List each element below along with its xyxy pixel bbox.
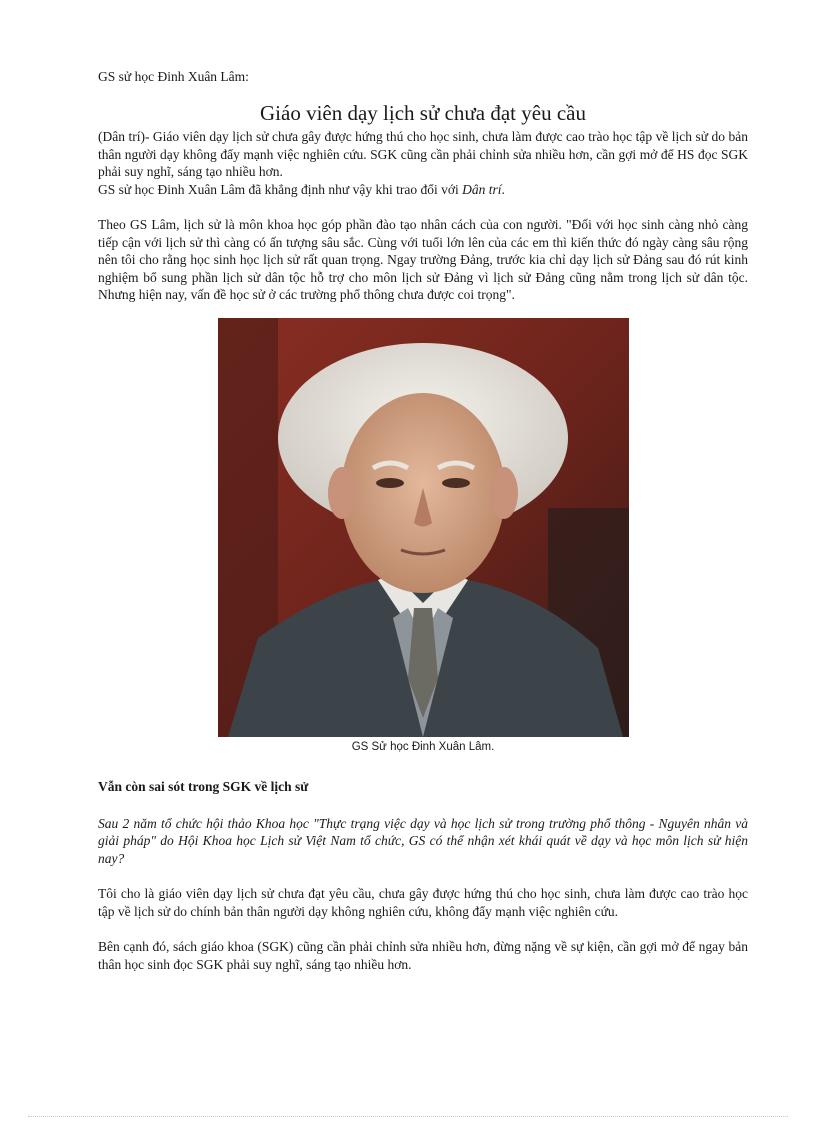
page-bottom-rule [28,1116,788,1117]
byline: GS sử học Đinh Xuân Lâm: [98,69,249,84]
portrait-photo [218,318,629,737]
interview-question: Sau 2 năm tổ chức hội thảo Khoa học "Thực trạng việc dạy và học lịch sử trong trường phổ thông - Nguyên nhân và giải pháp" do Hội Khoa học Lịch sử Việt Nam tổ chức, GS có thể nhận xét khái quát về dạy và học môn lịch sử hiện nay? [98,815,748,866]
photo-figure [218,318,629,753]
attribution-prefix: GS sử học Đinh Xuân Lâm đã khẳng định như vậy khi trao đổi với [98,181,463,197]
body-paragraph-1: Theo GS Lâm, lịch sử là môn khoa học góp phần đào tạo nhân cách của con người. "Đối với học sinh càng nhỏ càng tiếp cận với lịch sử thì càng có ấn tượng sâu sắc. Cùng với tuổi lớn lên của các em thì kiến thức đó ngày càng sâu rộng nên tôi cho rằng học sinh học lịch sử rất quan trọng. Ngay trường Đảng, trước kia chỉ dạy lịch sử Đảng sau đó rút kinh nghiệm bổ sung phần lịch sử dân tộc hỗ trợ cho môn lịch sử Đảng vì lịch sử Đảng cũng nằm trong lịch sử dân tộc. Nhưng hiện nay, vấn đề học sử ở các trường phổ thông chưa được coi trọng". [98,217,748,302]
article [98,68,748,973]
attribution [98,181,748,199]
attribution-suffix: . [501,181,505,197]
lead-paragraph: (Dân trí)- Giáo viên dạy lịch sử chưa gây được hứng thú cho học sinh, chưa làm được cao trào học tập về lịch sử do bản thân người dạy không đẩy mạnh việc nghiên cứu. SGK cũng cần phải chỉnh sửa nhiều hơn, cần gợi mở để HS đọc SGK phải suy nghĩ, sáng tạo nhiều hơn. [98,129,748,179]
section-title: Vẫn còn sai sót trong SGK về lịch sử [98,778,309,794]
answer-paragraph-2: Bên cạnh đó, sách giáo khoa (SGK) cũng cần phải chỉnh sửa nhiều hơn, đừng nặng về sự kiện, cần gợi mở để ngay bản thân học sinh đọc SGK phải suy nghĩ, sáng tạo nhiều hơn. [98,939,748,972]
photo-caption: GS Sử học Đinh Xuân Lâm. [351,740,495,753]
attribution-source: Dân trí [462,181,502,197]
answer-paragraph-1: Tôi cho là giáo viên dạy lịch sử chưa đạt yêu cầu, chưa gây được hứng thú cho học sinh, chưa làm được cao trào học tập về lịch sử do chính bản thân người dạy không nghiên cứu, không đẩy mạnh việc nghiên cứu. [98,886,748,919]
headline: Giáo viên dạy lịch sử chưa đạt yêu cầu [260,101,586,125]
